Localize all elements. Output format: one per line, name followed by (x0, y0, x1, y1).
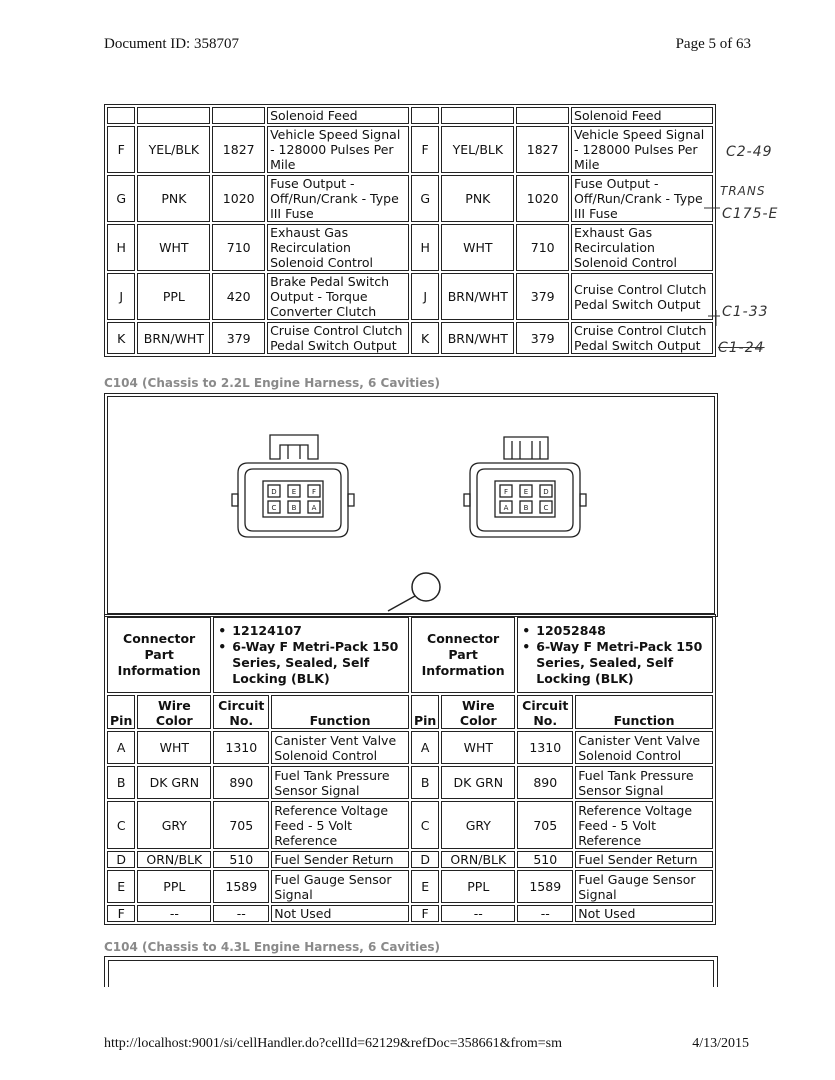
connector-part-info-right: • 12052848 • 6-Way F Metri-Pack 150 Series, Sealed, Self Locking (BLK) (517, 617, 713, 693)
table-row: J PPL 420 Brake Pedal Switch Output - Torque Converter Clutch J BRN/WHT 379 Cruise Control Clutch Pedal Switch Output (107, 273, 713, 320)
header-row: Pin Wire Color Circuit No. Function Pin Wire Color Circuit No. Function (107, 695, 713, 729)
handwritten-note-4: C1-33 (722, 304, 769, 320)
footer-date: 4/13/2015 (692, 1036, 749, 1051)
pin-label: A (311, 504, 317, 512)
connector-right (464, 437, 586, 537)
connector-table-bottom (104, 614, 716, 925)
table-row: G PNK 1020 Fuse Output - Off/Run/Crank - Type III Fuse G PNK 1020 Fuse Output - Off/Run/Crank - Type III Fuse (107, 175, 713, 222)
pin-label: F (311, 488, 317, 496)
handwritten-note-3: C175-E (722, 206, 779, 222)
handwritten-tick-mark (706, 310, 726, 330)
pin-label: D (271, 488, 277, 496)
pin-label: E (523, 488, 529, 496)
connector-table-top (104, 104, 716, 357)
pin-label: F (503, 488, 509, 496)
handwritten-note-5: C1-24 (718, 340, 765, 356)
table-row: Solenoid Feed Solenoid Feed (107, 107, 713, 124)
info-row (107, 617, 713, 693)
section-caption: C104 (Chassis to 2.2L Engine Harness, 6 Cavities) (104, 376, 440, 390)
table-row: A WHT 1310 Canister Vent Valve Solenoid Control A WHT 1310 Canister Vent Valve Solenoid Control (107, 731, 713, 764)
page-number: Page 5 of 63 (675, 36, 751, 52)
pin-label: D (543, 488, 549, 496)
table-row: H WHT 710 Exhaust Gas Recirculation Solenoid Control H WHT 710 Exhaust Gas Recirculation Solenoid Control (107, 224, 713, 271)
table-row: C GRY 705 Reference Voltage Feed - 5 Volt Reference C GRY 705 Reference Voltage Feed - 5 Volt Reference (107, 801, 713, 849)
next-section-box (104, 956, 718, 987)
connector-part-info-label: Connector Part Information (107, 617, 211, 693)
table-row: B DK GRN 890 Fuel Tank Pressure Sensor Signal B DK GRN 890 Fuel Tank Pressure Sensor Signal (107, 766, 713, 799)
pin-label: E (291, 488, 297, 496)
pin-label: C (271, 504, 277, 512)
handwritten-note-2: TRANS (720, 184, 766, 198)
table-row: K BRN/WHT 379 Cruise Control Clutch Pedal Switch Output K BRN/WHT 379 Cruise Control Clutch Pedal Switch Output (107, 322, 713, 354)
handwritten-tick-mark (700, 180, 740, 220)
pin-label: B (523, 504, 529, 512)
pin-label: B (291, 504, 297, 512)
connector-part-info-left: • 12124107 • 6-Way F Metri-Pack 150 Series, Sealed, Self Locking (BLK) (213, 617, 409, 693)
table-row: F -- -- Not Used F -- -- Not Used (107, 905, 713, 922)
magnifier-icon (388, 573, 440, 611)
table-row: E PPL 1589 Fuel Gauge Sensor Signal E PPL 1589 Fuel Gauge Sensor Signal (107, 870, 713, 903)
pin-label: A (503, 504, 509, 512)
table-row: F YEL/BLK 1827 Vehicle Speed Signal - 128000 Pulses Per Mile F YEL/BLK 1827 Vehicle Speed Signal - 128000 Pulses Per Mile (107, 126, 713, 173)
connector-drawing (108, 397, 714, 613)
connector-left (232, 435, 354, 537)
pin-label: C (543, 504, 549, 512)
document-id: Document ID: 358707 (104, 36, 239, 52)
footer-url[interactable]: http://localhost:9001/si/cellHandler.do?cellId=62129&refDoc=358661&from=sm (104, 1036, 562, 1051)
table-row: D ORN/BLK 510 Fuel Sender Return D ORN/BLK 510 Fuel Sender Return (107, 851, 713, 868)
connector-figure (104, 393, 718, 617)
handwritten-note-1: C2-49 (726, 144, 773, 160)
connector-part-info-label: Connector Part Information (411, 617, 515, 693)
section-caption: C104 (Chassis to 4.3L Engine Harness, 6 Cavities) (104, 940, 440, 954)
